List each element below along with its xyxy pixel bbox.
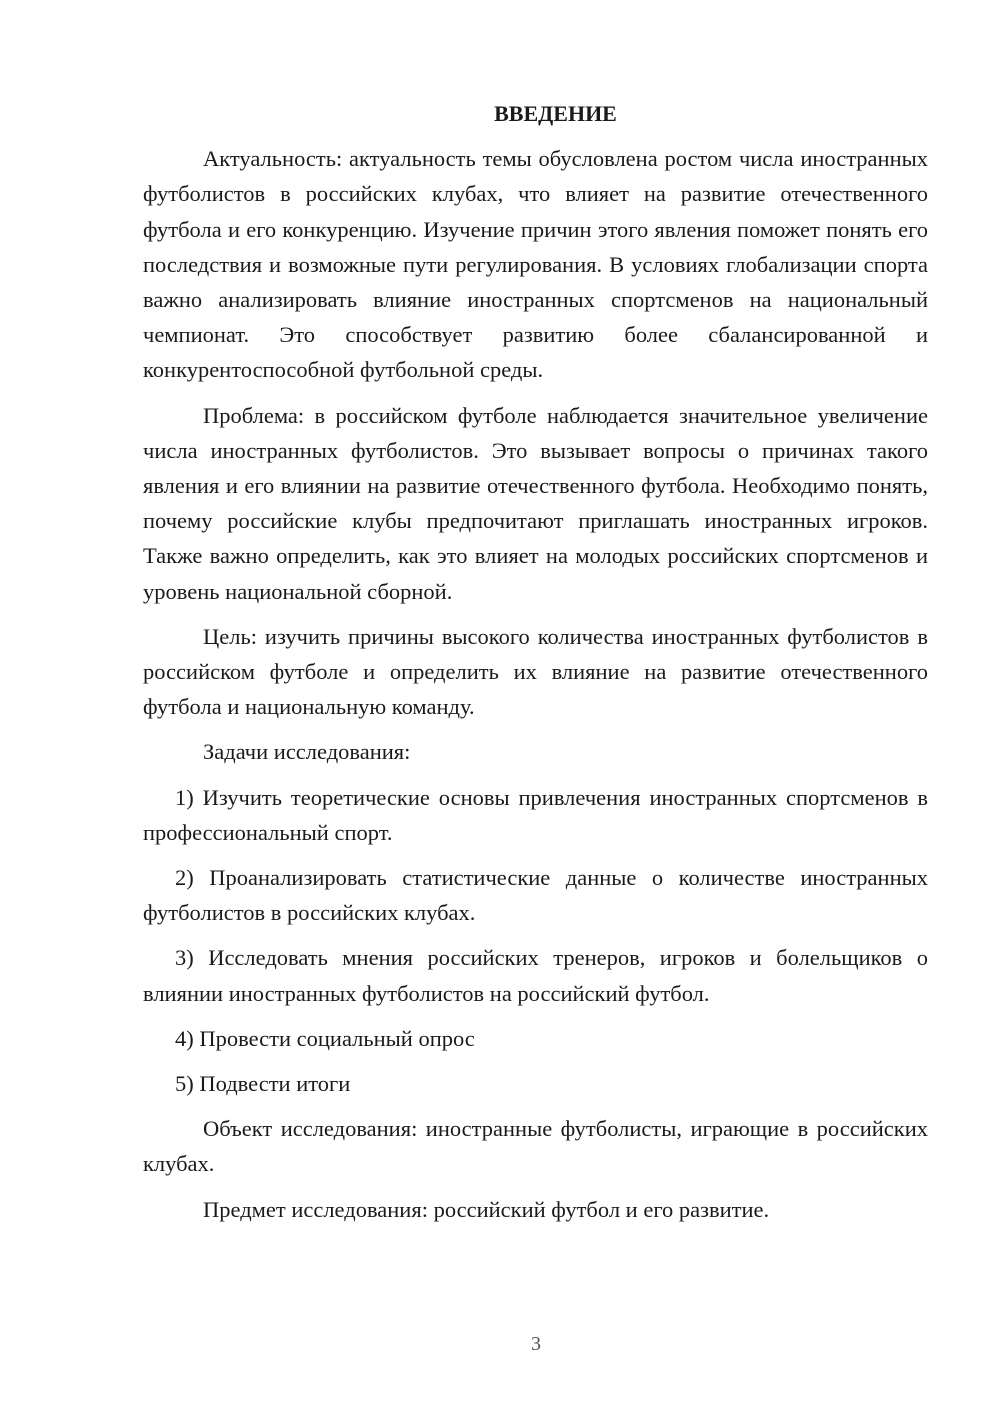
paragraph-tasks-heading: Задачи исследования: [203,739,411,765]
task-item-4: 4) Провести социальный опрос [175,1025,475,1051]
page-number: 3 [531,1333,541,1355]
paragraph-relevance: Актуальность: актуальность темы обусловлена ростом числа иностранных футболистов в российских клубах, что влияет на развитие отечественного футбола и его конкуренцию. Изучение причин этого явления поможет понять его последствия и возможные пути регулирования. В условиях глобализации спорта важно анализировать влияние иностранных спортсменов на национальный чемпионат. Это способствует развитию более сбалансированной и конкурентоспособной футбольной среды. [143,146,928,383]
task-item-5: 5) Подвести итоги [175,1071,351,1097]
task-item-1: 1) Изучить теоретические основы привлечения иностранных спортсменов в профессиональный спорт. [143,784,928,845]
paragraph-subject: Предмет исследования: российский футбол и его развитие. [203,1196,770,1222]
paragraph-problem: Проблема: в российском футболе наблюдается значительное увеличение числа иностранных футболистов. Это вызывает вопросы о причинах такого явления и его влиянии на развитие отечественного футбола. Необходимо понять, почему российские клубы предпочитают приглашать иностранных игроков. Также важно определить, как это влияет на молодых российских спортсменов и уровень национальной сборной. [143,402,928,604]
document-page [143,96,928,1237]
page-title: ВВЕДЕНИЕ [494,101,617,126]
paragraph-goal: Цель: изучить причины высокого количества иностранных футболистов в российском футболе и определить их влияние на развитие отечественного футбола и национальную команду. [143,623,928,720]
paragraph-object: Объект исследования: иностранные футболисты, играющие в российских клубах. [143,1116,928,1177]
task-item-3: 3) Исследовать мнения российских тренеров, игроков и болельщиков о влиянии иностранных футболистов на российский футбол. [143,945,928,1006]
task-item-2: 2) Проанализировать статистические данные о количестве иностранных футболистов в российских клубах. [143,865,928,926]
